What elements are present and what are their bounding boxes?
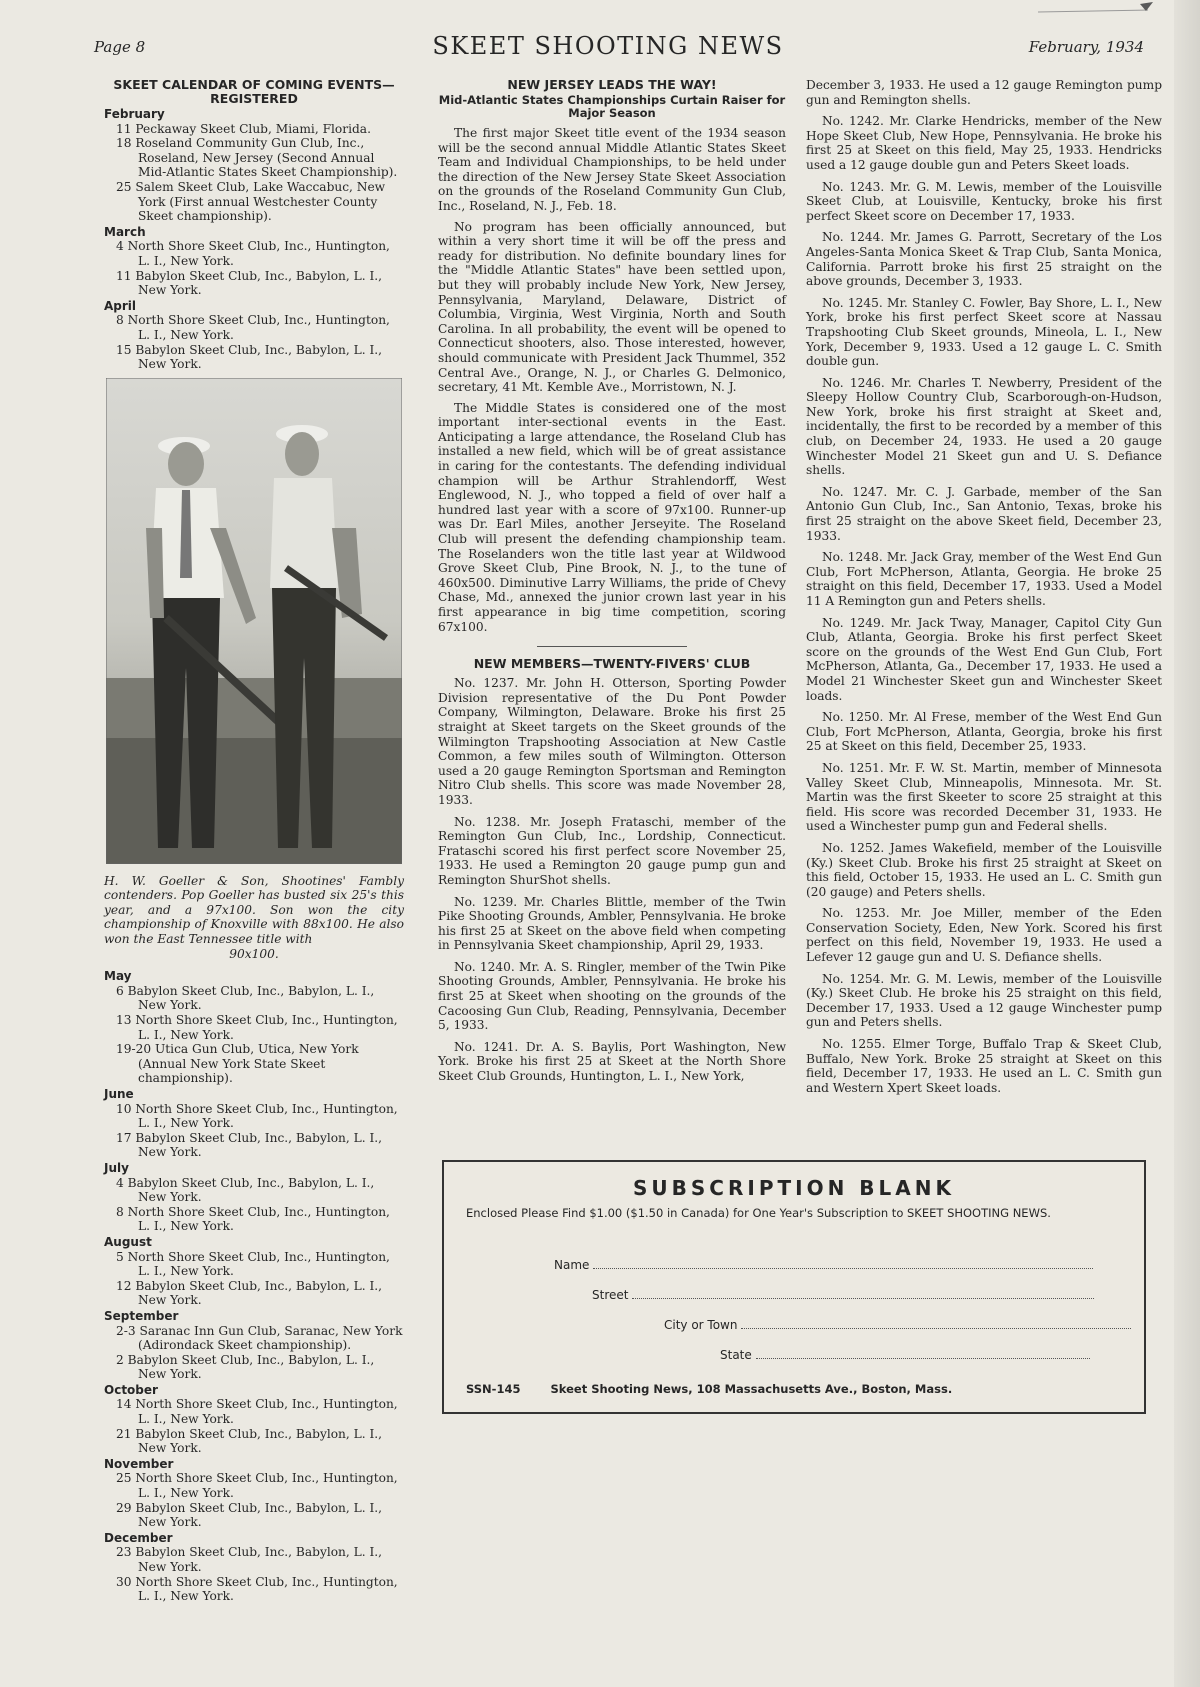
name-label: Name <box>554 1258 594 1272</box>
city-line[interactable] <box>741 1318 1131 1329</box>
calendar-event: 2 Babylon Skeet Club, Inc., Babylon, L. I., New York. <box>116 1352 375 1382</box>
calendar-event: 17 Babylon Skeet Club, Inc., Babylon, L. I., New York. <box>116 1130 383 1160</box>
calendar-month-heading: March <box>104 224 146 239</box>
subscription-state-field[interactable] <box>720 1348 1090 1362</box>
calendar-event: 4 North Shore Skeet Club, Inc., Huntington, L. I., New York. <box>116 239 390 268</box>
caption-score: 90x100. <box>229 946 279 961</box>
subscription-address: Skeet Shooting News, 108 Massachusetts Ave., Boston, Mass. <box>550 1382 953 1396</box>
street-line[interactable] <box>632 1288 1094 1299</box>
subscription-footer <box>466 1382 978 1396</box>
calendar-month-heading: April <box>104 298 137 313</box>
calendar-event: 21 Babylon Skeet Club, Inc., Babylon, L. I., New York. <box>116 1426 383 1456</box>
photo-goeller-father-son <box>106 378 402 864</box>
calendar-month-heading: August <box>104 1234 152 1249</box>
name-line[interactable] <box>593 1258 1093 1269</box>
member-entry: No. 1240. Mr. A. S. Ringler, member of the Twin Pike Shooting Grounds, Ambler, Pennsylvania. He broke his first 25 at Skeet when shooting on the grounds of the Cacoosing Gun Club, Reading, Pennsylvania, December 5, 1933. <box>438 959 786 1033</box>
member-entry: No. 1255. Elmer Torge, Buffalo Trap & Skeet Club, Buffalo, New York. Broke 25 straight at Skeet on this field, December 17, 1933. He used an L. C. Smith gun and Western Xpert Skeet loads. <box>806 1037 1162 1095</box>
calendar-list-second <box>104 969 404 1604</box>
calendar-month-heading: May <box>104 969 132 984</box>
member-entry: No. 1242. Mr. Clarke Hendricks, member of the New Hope Skeet Club, New Hope, Pennsylvania. He broke his first 25 at Skeet on this field, May 25, 1933. Hendricks used a 12 gauge double gun and Peters Skeet loads. <box>806 114 1162 172</box>
member-entry: December 3, 1933. He used a 12 gauge Remington pump gun and Remington shells. <box>806 78 1162 107</box>
column-calendar <box>104 78 404 1604</box>
nj-article-subheading: Mid-Atlantic States Championships Curtain Raiser for Major Season <box>438 93 786 120</box>
member-entry: No. 1253. Mr. Joe Miller, member of the Eden Conservation Society, Eden, New York. Scored his first perfect on this field, November 19, 1933. He used a Lefever 12 gauge gun and U. S. Defiance shells. <box>806 906 1162 965</box>
calendar-month-heading: October <box>104 1382 158 1397</box>
member-entry: No. 1237. Mr. John H. Otterson, Sporting Powder Division representative of the Du Pont Powder Company, Wilmington, Delaware. Broke his first 25 straight at Skeet targets on the Skeet grounds of the Wilmington Trapshooting Association at New Castle Common, a few miles south of Wilmington. Otterson used a 20 gauge Remington Sportsman and Remington Nitro Club shells. This score was made November 28, 1933. <box>438 676 786 807</box>
calendar-event: 5 North Shore Skeet Club, Inc., Huntington, L. I., New York. <box>116 1249 390 1279</box>
calendar-event: 18 Roseland Community Gun Club, Inc., Roseland, New Jersey (Second Annual Mid-Atlantic States Skeet Championship). <box>116 136 398 180</box>
calendar-event: 2-3 Saranac Inn Gun Club, Saranac, New York (Adirondack Skeet championship). <box>116 1323 403 1353</box>
calendar-event: 23 Babylon Skeet Club, Inc., Babylon, L. I., New York. <box>116 1545 383 1574</box>
state-line[interactable] <box>756 1348 1090 1359</box>
calendar-event: 13 North Shore Skeet Club, Inc., Huntington, L. I., New York. <box>116 1013 398 1042</box>
calendar-event: 10 North Shore Skeet Club, Inc., Huntington, L. I., New York. <box>116 1101 398 1131</box>
calendar-heading: SKEET CALENDAR OF COMING EVENTS—REGISTERED <box>113 77 395 106</box>
calendar-month-heading: July <box>104 1160 129 1175</box>
member-entry: No. 1250. Mr. Al Frese, member of the West End Gun Club, Fort McPherson, Atlanta, Georgia, broke his first 25 at Skeet on this field, December 25, 1933. <box>806 710 1162 754</box>
calendar-event: 4 Babylon Skeet Club, Inc., Babylon, L. I., New York. <box>116 1175 375 1205</box>
issue-date: February, 1934 <box>1028 38 1144 56</box>
page-edge-shadow <box>1174 0 1200 1687</box>
subscription-code: SSN-145 <box>466 1382 521 1396</box>
calendar-event: 19-20 Utica Gun Club, Utica, New York (Annual New York State Skeet championship). <box>116 1042 359 1086</box>
subscription-name-field[interactable] <box>554 1258 1093 1272</box>
pen-mark <box>1036 0 1156 14</box>
calendar-list-first <box>104 107 404 372</box>
calendar-event: 14 North Shore Skeet Club, Inc., Huntington, L. I., New York. <box>116 1397 398 1427</box>
calendar-event: 12 Babylon Skeet Club, Inc., Babylon, L. I., New York. <box>116 1278 383 1308</box>
calendar-event: 8 North Shore Skeet Club, Inc., Huntington, L. I., New York. <box>116 313 390 342</box>
calendar-event: 15 Babylon Skeet Club, Inc., Babylon, L. I., New York. <box>116 342 383 372</box>
calendar-event: 11 Babylon Skeet Club, Inc., Babylon, L. I., New York. <box>116 268 383 298</box>
street-label: Street <box>592 1288 633 1302</box>
subscription-title: SUBSCRIPTION BLANK <box>633 1176 955 1200</box>
calendar-event: 8 North Shore Skeet Club, Inc., Huntington, L. I., New York. <box>116 1204 390 1234</box>
subscription-street-field[interactable] <box>592 1288 1094 1302</box>
nj-paragraph: The first major Skeet title event of the 1934 season will be the second annual Middle Atlantic States Skeet Team and Individual Championships, to be held under the direction of the New Jersey State Skeet Association on the grounds of the Roseland Community Gun Club, Inc., Roseland, N. J., Feb. 18. <box>438 126 786 213</box>
calendar-month-heading: December <box>104 1530 173 1545</box>
members-heading: NEW MEMBERS—TWENTY-FIVERS' CLUB <box>473 656 751 672</box>
state-label: State <box>720 1348 756 1362</box>
member-entry: No. 1251. Mr. F. W. St. Martin, member of Minnesota Valley Skeet Club, Minneapolis, Minnesota. Mr. St. Martin was the first Skeeter to score 25 straight at this field. His score was recorded December 31, 1933. He used a Winchester pump gun and Federal shells. <box>806 760 1162 834</box>
subscription-blank <box>442 1160 1146 1414</box>
member-entry: No. 1246. Mr. Charles T. Newberry, President of the Sleepy Hollow Country Club, Scarborough-on-Hudson, New York, broke his first straight at Skeet and, incidentally, the first to be recorded by a member of this club, on December 24, 1933. He used a 20 gauge Winchester Model 21 Skeet gun and U. S. Defiance shells. <box>806 375 1162 478</box>
column-members-continued <box>806 78 1162 1102</box>
nj-paragraph: No program has been officially announced, but within a very short time it will be off the press and ready for distribution. No definite boundary lines for the "Middle Atlantic States" have been settled upon, but they will probably include New York, New Jersey, Pennsylvania, Maryland, Delaware, District of Columbia, Virginia, West Virginia, North and South Carolina. In all probability, the event will be opened to Connecticut shooters, also. Those interested, however, should communicate with President Jack Thummel, 352 Central Ave., Orange, N. J., or Charles G. Delmonico, secretary, 41 Mt. Kemble Ave., Morristown, N. J. <box>438 219 786 395</box>
publication-title: SKEET SHOOTING NEWS <box>432 32 784 60</box>
calendar-month-heading: November <box>104 1456 174 1471</box>
city-label: City or Town <box>664 1318 742 1332</box>
calendar-month-heading: February <box>104 107 165 121</box>
member-entry: No. 1241. Dr. A. S. Baylis, Port Washington, New York. Broke his first 25 at Skeet at the North Shore Skeet Club Grounds, Huntington, L. I., New York, <box>438 1039 786 1084</box>
subscription-city-field[interactable] <box>664 1318 1131 1332</box>
member-entry: No. 1243. Mr. G. M. Lewis, member of the Louisville Skeet Club, at Louisville, Kentucky, broke his first perfect Skeet score on December 17, 1933. <box>806 179 1162 223</box>
nj-article-heading: NEW JERSEY LEADS THE WAY! <box>507 77 717 92</box>
calendar-event: 30 North Shore Skeet Club, Inc., Huntington, L. I., New York. <box>116 1574 398 1604</box>
calendar-event: 29 Babylon Skeet Club, Inc., Babylon, L. I., New York. <box>116 1500 383 1530</box>
member-entry: No. 1252. James Wakefield, member of the Louisville (Ky.) Skeet Club. Broke his first 25 straight at Skeet on this field, October 15, 1933. He used an L. C. Smith gun (20 gauge) and Peters shells. <box>806 840 1162 899</box>
calendar-event: 25 Salem Skeet Club, Lake Waccabuc, New York (First annual Westchester County Skeet championship). <box>116 179 386 224</box>
calendar-month-heading: September <box>104 1308 179 1323</box>
subscription-text: Enclosed Please Find $1.00 ($1.50 in Canada) for One Year's Subscription to SKEET SHOOTING NEWS. <box>466 1206 1051 1220</box>
member-entry: No. 1239. Mr. Charles Blittle, member of the Twin Pike Shooting Grounds, Ambler, Pennsylvania. He broke his first 25 at Skeet on the above field when competing in Pennsylvania Skeet championship, April 29, 1933. <box>438 894 786 953</box>
member-entry: No. 1254. Mr. G. M. Lewis, member of the Louisville (Ky.) Skeet Club. He broke his 25 straight on this field, December 17, 1933. Used a 12 gauge Winchester pump gun and Peters shells. <box>806 971 1162 1030</box>
caption-text: H. W. Goeller & Son, Shootines' Fambly contenders. Pop Goeller has busted six 25's this year, and a 97x100. Son won the city championship of Knoxville with 88x100. He also won the East Tennessee title with <box>104 873 404 947</box>
photo-caption <box>104 874 404 962</box>
member-entry: No. 1244. Mr. James G. Parrott, Secretary of the Los Angeles-Santa Monica Skeet & Trap Club, Santa Monica, California. Parrott broke his first 25 straight on the above grounds, December 3, 1933. <box>806 230 1162 289</box>
calendar-event: 25 North Shore Skeet Club, Inc., Huntington, L. I., New York. <box>116 1471 398 1501</box>
section-divider <box>537 646 687 647</box>
page-header <box>78 32 1144 68</box>
member-entry: No. 1238. Mr. Joseph Frataschi, member of the Remington Gun Club, Inc., Lordship, Connecticut. Frataschi scored his first perfect score November 25, 1933. He used a Remington 20 gauge pump gun and Remington ShurShot shells. <box>438 814 786 887</box>
member-entry: No. 1245. Mr. Stanley C. Fowler, Bay Shore, L. I., New York, broke his first perfect Skeet score at Nassau Trapshooting Club Skeet grounds, Mineola, L. I., New York, December 9, 1933. Used a 12 gauge L. C. Smith double gun. <box>806 295 1162 369</box>
page-number: Page 8 <box>94 38 146 56</box>
member-entry: No. 1249. Mr. Jack Tway, Manager, Capitol City Gun Club, Atlanta, Georgia. Broke his first perfect Skeet score on the grounds of the West End Gun Club, Fort McPherson, Atlanta, Ga., December 17, 1933. He used a Model 21 Winchester Skeet gun and Winchester Skeet loads. <box>806 615 1162 703</box>
column-articles <box>438 78 786 1091</box>
member-entry: No. 1247. Mr. C. J. Garbade, member of the San Antonio Gun Club, Inc., San Antonio, Texas, broke his first 25 straight on the above Skeet field, December 23, 1933. <box>806 484 1162 543</box>
calendar-event: 6 Babylon Skeet Club, Inc., Babylon, L. I., New York. <box>116 983 375 1013</box>
member-entry: No. 1248. Mr. Jack Gray, member of the West End Gun Club, Fort McPherson, Atlanta, Georgia. He broke 25 straight on this field, December 17, 1933. Used a Model 11 A Remington gun and Peters shells. <box>806 550 1162 608</box>
nj-paragraph: The Middle States is considered one of the most important inter-sectional events in the East. Anticipating a large attendance, the Roseland Club has installed a new field, which will be of great assistance in caring for the contestants. The defending individual champion will be Arthur Strahlendorff, West Englewood, N. J., who topped a field of over half a hundred last year with a score of 97x100. Runner-up was Dr. Earl Miles, another Jerseyite. The Roseland Club will present the defending championship team. The Roselanders won the title last year at Wildwood Grove Skeet Club, Pine Brook, N. J., to the tune of 460x500. Diminutive Larry Williams, the pride of Chevy Chase, Md., annexed the junior crown last year in his first appearance in big time competition, scoring 67x100. <box>438 400 786 634</box>
calendar-event: 11 Peckaway Skeet Club, Miami, Florida. <box>116 121 371 136</box>
calendar-month-heading: June <box>104 1087 134 1101</box>
